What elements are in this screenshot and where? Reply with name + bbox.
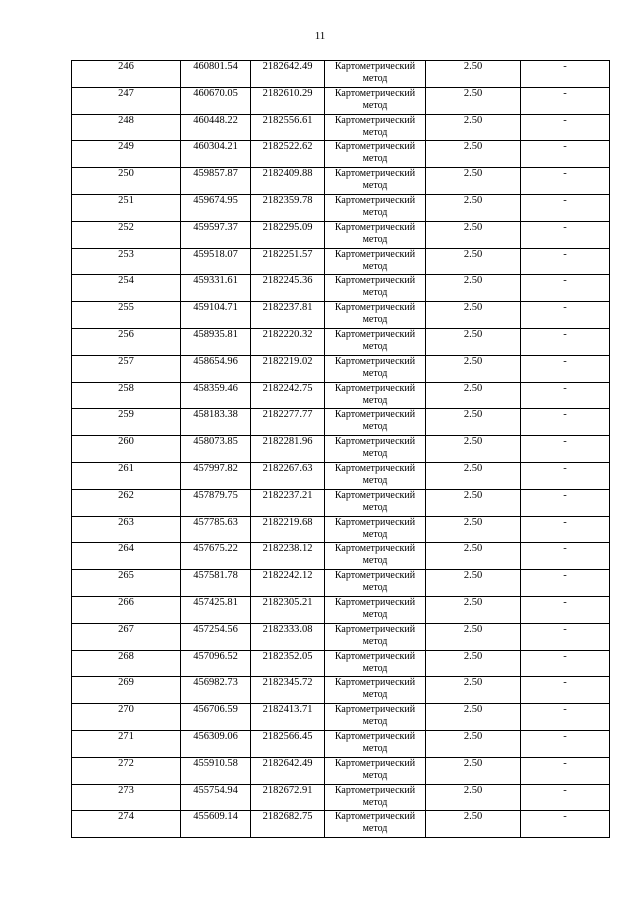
point-number-cell: 262	[72, 489, 181, 516]
method-cell: Картометрический метод	[325, 141, 426, 168]
note-cell: -	[521, 114, 610, 141]
method-cell: Картометрический метод	[325, 275, 426, 302]
y-coordinate-cell: 2182566.45	[251, 730, 325, 757]
table-row	[72, 436, 610, 463]
method-cell: Картометрический метод	[325, 516, 426, 543]
y-coordinate-cell: 2182352.05	[251, 650, 325, 677]
y-coordinate-cell: 2182238.12	[251, 543, 325, 570]
y-coordinate-cell: 2182220.32	[251, 328, 325, 355]
note-cell: -	[521, 677, 610, 704]
y-coordinate-cell: 2182642.49	[251, 757, 325, 784]
accuracy-cell: 2.50	[426, 489, 521, 516]
method-cell: Картометрический метод	[325, 677, 426, 704]
y-coordinate-cell: 2182413.71	[251, 704, 325, 731]
x-coordinate-cell: 457785.63	[181, 516, 251, 543]
x-coordinate-cell: 458073.85	[181, 436, 251, 463]
accuracy-cell: 2.50	[426, 248, 521, 275]
note-cell: -	[521, 489, 610, 516]
x-coordinate-cell: 455910.58	[181, 757, 251, 784]
note-cell: -	[521, 141, 610, 168]
table-row	[72, 623, 610, 650]
y-coordinate-cell: 2182267.63	[251, 462, 325, 489]
page-number: 11	[314, 30, 326, 42]
accuracy-cell: 2.50	[426, 570, 521, 597]
y-coordinate-cell: 2182277.77	[251, 409, 325, 436]
table-row	[72, 87, 610, 114]
point-number-cell: 273	[72, 784, 181, 811]
accuracy-cell: 2.50	[426, 355, 521, 382]
x-coordinate-cell: 460304.21	[181, 141, 251, 168]
method-cell: Картометрический метод	[325, 248, 426, 275]
point-number-cell: 246	[72, 61, 181, 88]
point-number-cell: 272	[72, 757, 181, 784]
table-body	[72, 61, 610, 838]
x-coordinate-cell: 457675.22	[181, 543, 251, 570]
method-cell: Картометрический метод	[325, 436, 426, 463]
accuracy-cell: 2.50	[426, 141, 521, 168]
point-number-cell: 260	[72, 436, 181, 463]
point-number-cell: 257	[72, 355, 181, 382]
x-coordinate-cell: 458654.96	[181, 355, 251, 382]
table-row	[72, 275, 610, 302]
accuracy-cell: 2.50	[426, 704, 521, 731]
point-number-cell: 266	[72, 596, 181, 623]
note-cell: -	[521, 409, 610, 436]
table-row	[72, 811, 610, 838]
note-cell: -	[521, 730, 610, 757]
x-coordinate-cell: 457879.75	[181, 489, 251, 516]
method-cell: Картометрический метод	[325, 543, 426, 570]
table-row	[72, 61, 610, 88]
accuracy-cell: 2.50	[426, 811, 521, 838]
method-cell: Картометрический метод	[325, 704, 426, 731]
note-cell: -	[521, 87, 610, 114]
method-cell: Картометрический метод	[325, 302, 426, 329]
table-row	[72, 382, 610, 409]
accuracy-cell: 2.50	[426, 596, 521, 623]
x-coordinate-cell: 455754.94	[181, 784, 251, 811]
x-coordinate-cell: 458183.38	[181, 409, 251, 436]
note-cell: -	[521, 462, 610, 489]
x-coordinate-cell: 459518.07	[181, 248, 251, 275]
y-coordinate-cell: 2182237.21	[251, 489, 325, 516]
method-cell: Картометрический метод	[325, 221, 426, 248]
x-coordinate-cell: 459857.87	[181, 168, 251, 195]
y-coordinate-cell: 2182251.57	[251, 248, 325, 275]
y-coordinate-cell: 2182359.78	[251, 194, 325, 221]
x-coordinate-cell: 457254.56	[181, 623, 251, 650]
accuracy-cell: 2.50	[426, 168, 521, 195]
table-row	[72, 757, 610, 784]
table-row	[72, 194, 610, 221]
method-cell: Картометрический метод	[325, 168, 426, 195]
table-row	[72, 141, 610, 168]
y-coordinate-cell: 2182281.96	[251, 436, 325, 463]
method-cell: Картометрический метод	[325, 757, 426, 784]
y-coordinate-cell: 2182409.88	[251, 168, 325, 195]
accuracy-cell: 2.50	[426, 677, 521, 704]
x-coordinate-cell: 459104.71	[181, 302, 251, 329]
method-cell: Картометрический метод	[325, 462, 426, 489]
point-number-cell: 265	[72, 570, 181, 597]
y-coordinate-cell: 2182610.29	[251, 87, 325, 114]
x-coordinate-cell: 456706.59	[181, 704, 251, 731]
note-cell: -	[521, 221, 610, 248]
note-cell: -	[521, 543, 610, 570]
point-number-cell: 274	[72, 811, 181, 838]
accuracy-cell: 2.50	[426, 516, 521, 543]
point-number-cell: 253	[72, 248, 181, 275]
x-coordinate-cell: 459597.37	[181, 221, 251, 248]
x-coordinate-cell: 458935.81	[181, 328, 251, 355]
table-row	[72, 409, 610, 436]
method-cell: Картометрический метод	[325, 784, 426, 811]
note-cell: -	[521, 811, 610, 838]
table-row	[72, 355, 610, 382]
note-cell: -	[521, 784, 610, 811]
table-row	[72, 704, 610, 731]
y-coordinate-cell: 2182242.12	[251, 570, 325, 597]
accuracy-cell: 2.50	[426, 114, 521, 141]
x-coordinate-cell: 457425.81	[181, 596, 251, 623]
point-number-cell: 258	[72, 382, 181, 409]
note-cell: -	[521, 302, 610, 329]
accuracy-cell: 2.50	[426, 730, 521, 757]
x-coordinate-cell: 459674.95	[181, 194, 251, 221]
method-cell: Картометрический метод	[325, 194, 426, 221]
note-cell: -	[521, 382, 610, 409]
x-coordinate-cell: 457997.82	[181, 462, 251, 489]
table-row	[72, 677, 610, 704]
note-cell: -	[521, 61, 610, 88]
y-coordinate-cell: 2182242.75	[251, 382, 325, 409]
method-cell: Картометрический метод	[325, 623, 426, 650]
note-cell: -	[521, 275, 610, 302]
method-cell: Картометрический метод	[325, 570, 426, 597]
note-cell: -	[521, 355, 610, 382]
method-cell: Картометрический метод	[325, 650, 426, 677]
note-cell: -	[521, 328, 610, 355]
accuracy-cell: 2.50	[426, 221, 521, 248]
x-coordinate-cell: 460670.05	[181, 87, 251, 114]
y-coordinate-cell: 2182333.08	[251, 623, 325, 650]
y-coordinate-cell: 2182245.36	[251, 275, 325, 302]
table-row	[72, 248, 610, 275]
accuracy-cell: 2.50	[426, 543, 521, 570]
table-row	[72, 221, 610, 248]
method-cell: Картометрический метод	[325, 87, 426, 114]
accuracy-cell: 2.50	[426, 409, 521, 436]
accuracy-cell: 2.50	[426, 650, 521, 677]
note-cell: -	[521, 194, 610, 221]
note-cell: -	[521, 516, 610, 543]
method-cell: Картометрический метод	[325, 409, 426, 436]
y-coordinate-cell: 2182672.91	[251, 784, 325, 811]
table-row	[72, 489, 610, 516]
y-coordinate-cell: 2182642.49	[251, 61, 325, 88]
method-cell: Картометрический метод	[325, 114, 426, 141]
point-number-cell: 259	[72, 409, 181, 436]
accuracy-cell: 2.50	[426, 382, 521, 409]
table-row	[72, 596, 610, 623]
y-coordinate-cell: 2182295.09	[251, 221, 325, 248]
y-coordinate-cell: 2182237.81	[251, 302, 325, 329]
accuracy-cell: 2.50	[426, 784, 521, 811]
table-row	[72, 302, 610, 329]
accuracy-cell: 2.50	[426, 623, 521, 650]
note-cell: -	[521, 436, 610, 463]
table-row	[72, 650, 610, 677]
accuracy-cell: 2.50	[426, 87, 521, 114]
x-coordinate-cell: 455609.14	[181, 811, 251, 838]
note-cell: -	[521, 168, 610, 195]
x-coordinate-cell: 457096.52	[181, 650, 251, 677]
table-row	[72, 730, 610, 757]
y-coordinate-cell: 2182219.68	[251, 516, 325, 543]
point-number-cell: 256	[72, 328, 181, 355]
table-row	[72, 570, 610, 597]
point-number-cell: 255	[72, 302, 181, 329]
method-cell: Картометрический метод	[325, 382, 426, 409]
point-number-cell: 248	[72, 114, 181, 141]
note-cell: -	[521, 248, 610, 275]
table-row	[72, 328, 610, 355]
point-number-cell: 267	[72, 623, 181, 650]
x-coordinate-cell: 457581.78	[181, 570, 251, 597]
point-number-cell: 269	[72, 677, 181, 704]
accuracy-cell: 2.50	[426, 194, 521, 221]
table-row	[72, 543, 610, 570]
accuracy-cell: 2.50	[426, 436, 521, 463]
point-number-cell: 250	[72, 168, 181, 195]
coordinates-table	[71, 60, 610, 838]
note-cell: -	[521, 570, 610, 597]
point-number-cell: 254	[72, 275, 181, 302]
x-coordinate-cell: 460801.54	[181, 61, 251, 88]
accuracy-cell: 2.50	[426, 302, 521, 329]
note-cell: -	[521, 757, 610, 784]
accuracy-cell: 2.50	[426, 328, 521, 355]
method-cell: Картометрический метод	[325, 730, 426, 757]
x-coordinate-cell: 458359.46	[181, 382, 251, 409]
table-row	[72, 114, 610, 141]
accuracy-cell: 2.50	[426, 61, 521, 88]
method-cell: Картометрический метод	[325, 811, 426, 838]
table-row	[72, 516, 610, 543]
note-cell: -	[521, 650, 610, 677]
accuracy-cell: 2.50	[426, 275, 521, 302]
y-coordinate-cell: 2182522.62	[251, 141, 325, 168]
point-number-cell: 264	[72, 543, 181, 570]
table-row	[72, 168, 610, 195]
x-coordinate-cell: 459331.61	[181, 275, 251, 302]
y-coordinate-cell: 2182556.61	[251, 114, 325, 141]
method-cell: Картометрический метод	[325, 489, 426, 516]
table-row	[72, 462, 610, 489]
method-cell: Картометрический метод	[325, 596, 426, 623]
table-row	[72, 784, 610, 811]
point-number-cell: 249	[72, 141, 181, 168]
accuracy-cell: 2.50	[426, 757, 521, 784]
method-cell: Картометрический метод	[325, 328, 426, 355]
point-number-cell: 271	[72, 730, 181, 757]
y-coordinate-cell: 2182219.02	[251, 355, 325, 382]
y-coordinate-cell: 2182305.21	[251, 596, 325, 623]
point-number-cell: 261	[72, 462, 181, 489]
point-number-cell: 263	[72, 516, 181, 543]
point-number-cell: 251	[72, 194, 181, 221]
accuracy-cell: 2.50	[426, 462, 521, 489]
note-cell: -	[521, 596, 610, 623]
x-coordinate-cell: 456309.06	[181, 730, 251, 757]
method-cell: Картометрический метод	[325, 61, 426, 88]
note-cell: -	[521, 623, 610, 650]
x-coordinate-cell: 456982.73	[181, 677, 251, 704]
y-coordinate-cell: 2182682.75	[251, 811, 325, 838]
point-number-cell: 270	[72, 704, 181, 731]
y-coordinate-cell: 2182345.72	[251, 677, 325, 704]
x-coordinate-cell: 460448.22	[181, 114, 251, 141]
point-number-cell: 268	[72, 650, 181, 677]
point-number-cell: 252	[72, 221, 181, 248]
method-cell: Картометрический метод	[325, 355, 426, 382]
point-number-cell: 247	[72, 87, 181, 114]
note-cell: -	[521, 704, 610, 731]
